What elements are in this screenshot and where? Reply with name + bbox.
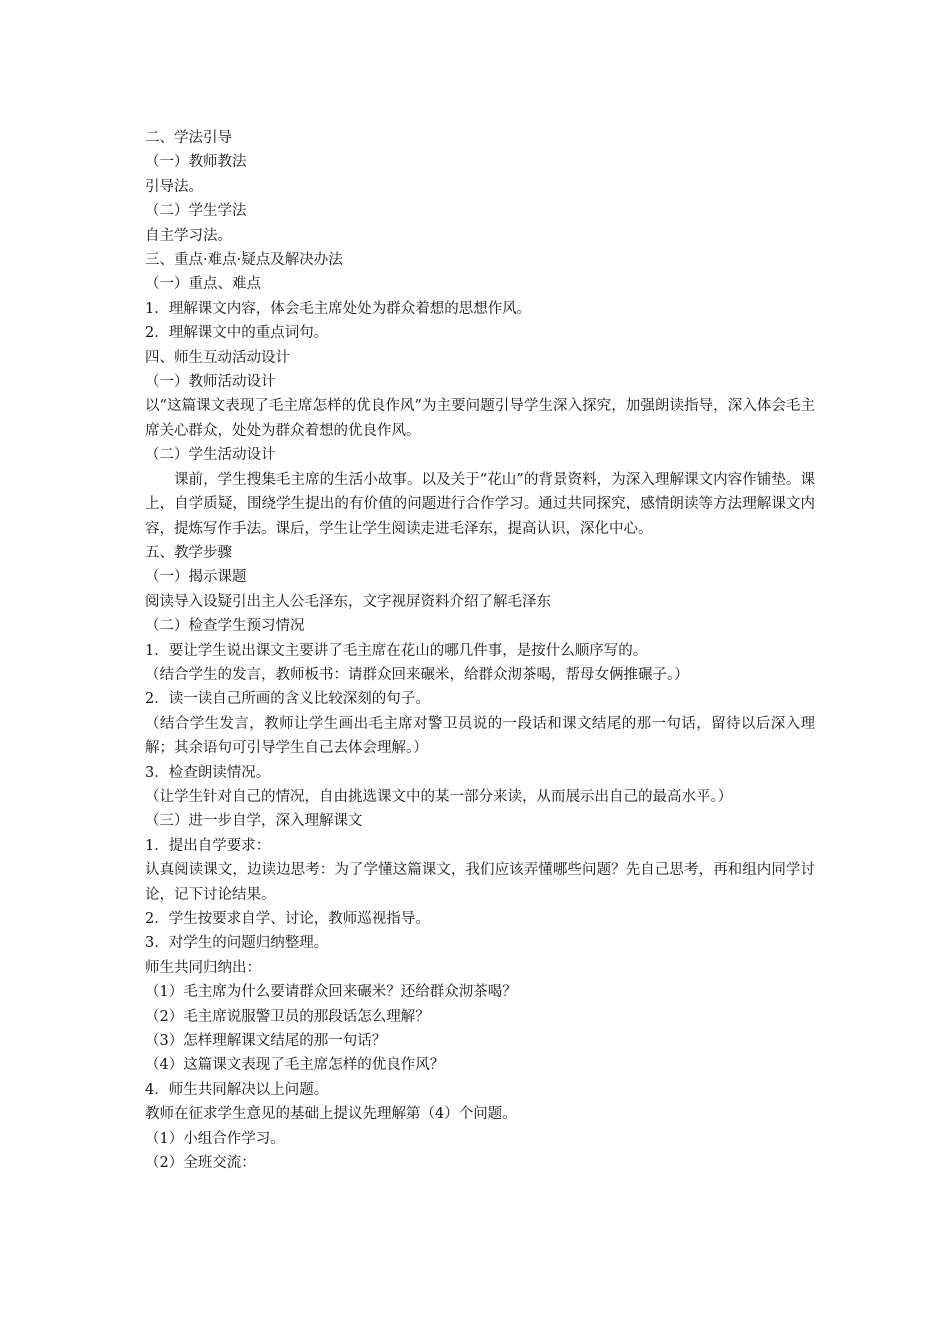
list-item: 1．提出自学要求： (145, 837, 271, 854)
list-item: （2）全班交流： (145, 1155, 256, 1172)
question-item: （3）怎样理解课文结尾的那一句话？ (145, 1033, 387, 1050)
paragraph: 阅读导入设疑引出主人公毛泽东，文字视屏资料介绍了解毛泽东 (145, 593, 551, 610)
paragraph: 师生共同归纳出： (145, 959, 261, 976)
subheading-reveal-topic: （一）揭示课题 (145, 569, 247, 586)
paragraph: 自主学习法。 (145, 227, 232, 244)
question-item: （1）毛主席为什么要请群众回来碾米？还给群众沏茶喝？ (145, 984, 517, 1001)
paragraph: 以“这篇课文表现了毛主席怎样的优良作风”为主要问题引导学生深入探究，加强朗读指导，深入体会毛主席关心群众，处处为群众着想的优良作风。 (145, 398, 815, 439)
subheading-self-study: （三）进一步自学，深入理解课文 (145, 813, 363, 830)
subheading-check-preview: （二）检查学生预习情况 (145, 618, 305, 635)
list-item: 1．理解课文内容，体会毛主席处处为群众着想的思想作风。 (145, 300, 532, 317)
document-body (145, 126, 815, 1175)
paragraph: （结合学生的发言，教师板书：请群众回来碾米，给群众沏茶喝，帮母女俩推碾子。） (145, 666, 689, 683)
subheading-student-method: （二）学生学法 (145, 203, 247, 220)
list-item: 2．学生按要求自学、讨论，教师巡视指导。 (145, 911, 430, 927)
question-item: （2）毛主席说服警卫员的那段话怎么理解？ (145, 1008, 430, 1025)
list-item: 4．师生共同解决以上问题。 (145, 1081, 329, 1098)
list-item: （1）小组合作学习。 (145, 1130, 285, 1147)
paragraph: 认真阅读课文，边读边思考：为了学懂这篇课文，我们应该弄懂哪些问题？先自己思考，再和组内同学讨论，记下讨论结果。 (145, 862, 815, 903)
heading-section-3: 三、重点·难点·疑点及解决办法 (145, 252, 343, 269)
list-item: 3．对学生的问题归纳整理。 (145, 935, 329, 952)
heading-section-5: 五、教学步骤 (145, 544, 232, 561)
question-item: （4）这篇课文表现了毛主席怎样的优良作风？ (145, 1057, 445, 1074)
paragraph: 引导法。 (145, 178, 203, 195)
subheading-teacher-method: （一）教师教法 (145, 154, 247, 171)
paragraph: 教师在征求学生意见的基础上提议先理解第（4）个问题。 (145, 1106, 517, 1123)
subheading-student-activity: （二）学生活动设计 (145, 447, 276, 464)
subheading-teacher-activity: （一）教师活动设计 (145, 374, 276, 391)
list-item: 3．检查朗读情况。 (145, 764, 271, 781)
list-item: 2．读一读自己所画的含义比较深刻的句子。 (145, 691, 430, 708)
list-item: 1．要让学生说出课文主要讲了毛主席在花山的哪几件事，是按什么顺序写的。 (145, 642, 648, 659)
list-item: 2．理解课文中的重点词句。 (145, 325, 329, 342)
paragraph: 课前，学生搜集毛主席的生活小故事。以及关于“花山”的背景资料，为深入理解课文内容作铺垫。课上，自学质疑，围绕学生提出的有价值的问题进行合作学习。通过共同探究，感情朗读等方法理解课文内容，提炼写作手法。课后，学生让学生阅读走进毛泽东，提高认识，深化中心。 (145, 471, 815, 537)
paragraph: （结合学生发言，教师让学生画出毛主席对警卫员说的一段话和课文结尾的那一句话，留待以后深入理解；其余语句可引导学生自己去体会理解。） (145, 715, 815, 757)
paragraph: （让学生针对自己的情况，自由挑选课文中的某一部分来读，从而展示出自己的最高水平。） (145, 788, 733, 805)
heading-section-2: 二、学法引导 (145, 130, 232, 146)
heading-section-4: 四、师生互动活动设计 (145, 349, 290, 366)
subheading-key-points: （一）重点、难点 (145, 276, 261, 293)
